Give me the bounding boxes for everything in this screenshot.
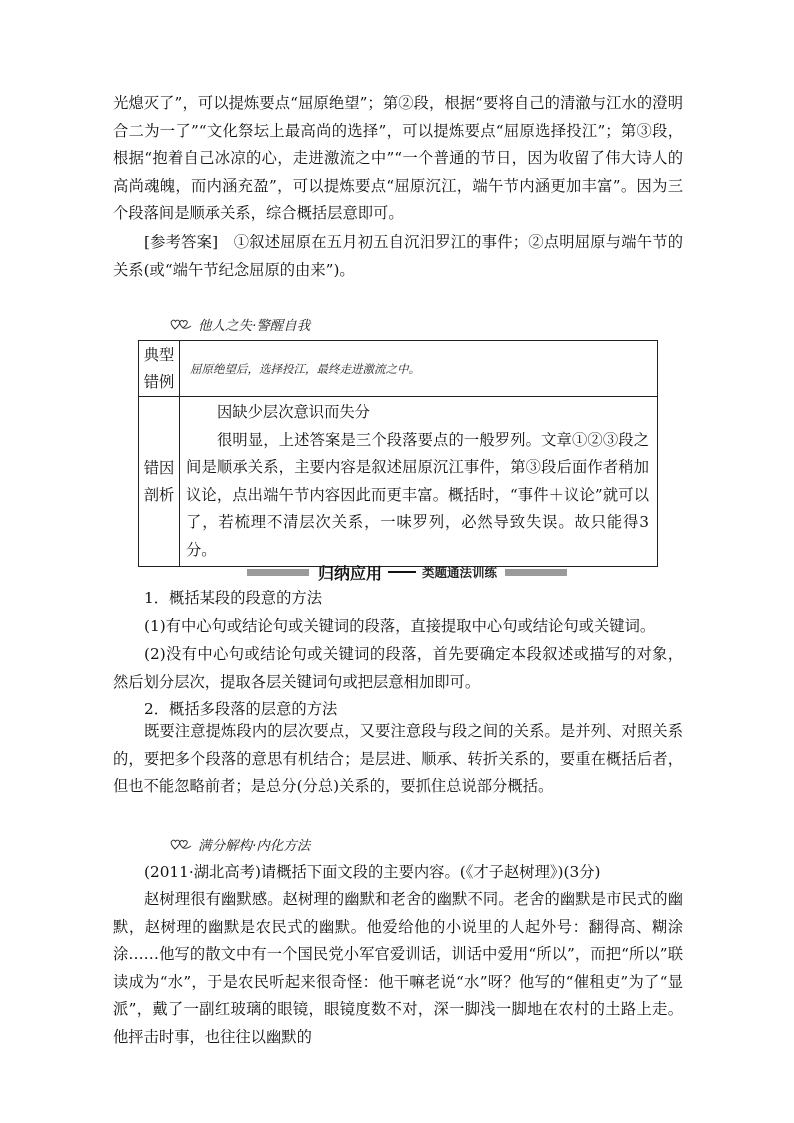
hearts-icon [170,317,192,331]
method-paragraph-1: (1)有中心句或结论句或关键词的段落，直接提取中心句或结论句或关键词。 [144,617,656,635]
typical-error-text: 屈原绝望后，选择投江，最终走进激流之中。 [180,341,658,397]
banner-bar-left [247,569,309,576]
method-paragraph-3: 既要注意提炼段内的层次要点，又要注意段与段之间的关系。是并列、对照关系的，要把多个段落的意思有机结合；是层进、顺承、转折关系的，要重在概括后者，但也不能忽略前者；是总分(分总)关系的，要抓住总说部分概括。 [113,722,683,796]
typical-error-label: 典型错例 [139,341,180,397]
banner-bar-right [505,569,567,576]
section-banner [247,561,573,583]
method-paragraph-2: (2)没有中心句或结论句或关键词的段落，首先要确定本段叙述或描写的对象，然后划分层次，提取各层关键词句或把层意相加即可。 [113,645,683,691]
method-heading-1: 1．概括某段的段意的方法 [144,589,322,607]
hearts-icon [170,837,192,851]
error-analysis-label: 错因剖析 [139,397,180,567]
banner-subtitle: 类题通法训练 [422,565,498,580]
error-analysis-title: 因缺少层次意识而失分 [217,403,370,421]
banner-title: 归纳应用 [318,563,383,583]
error-analysis-row [139,397,658,567]
typical-error-row [139,341,658,397]
error-analysis-text: 很明显，上述答案是三个段落要点的一般罗列。文章①②③段之间是顺承关系，主要内容是叙述屈原沉江事件，第③段后面作者稍加议论，点出端午节内容因此而更丰富。概括时，“事件＋议论”就可以了，若梳理不清层次关系，一味罗列，必然导致失误。故只能得3分。 [186,430,649,559]
passage-text: 赵树理很有幽默感。赵树理的幽默和老舍的幽默不同。老舍的幽默是市民式的幽默，赵树理的幽默是农民式的幽默。他爱给他的小说里的人起外号：翻得高、糊涂涂……他写的散文中有一个国民党小军官爱训话，训话中爱用“所以”，而把“所以”联读成为“水”，于是农民听起来很奇怪：他干嘛老说“水”呀？他写的“催租吏”为了“显派”，戴了一副红玻璃的眼镜，眼镜度数不对，深一脚浅一脚地在农村的土路上走。他抨击时事，也往往以幽默的 [113,890,683,1046]
section-heading-full-score [170,834,310,854]
analysis-paragraph: 光熄灭了”，可以提炼要点“屈原绝望”；第②段，根据“要将自己的清澈与江水的澄明合二为一了”“文化祭坛上最高尚的选择”，可以提炼要点“屈原选择投江”；第③段，根据“抱着自己冰凉的心，走进激流之中”“一个普通的节日，因为收留了伟大诗人的高尚魂魄，而内涵充盈”，可以提炼要点“屈原沉江，端午节内涵更加丰富”。因为三个段落间是顺承关系，综合概括层意即可。 [113,94,683,223]
section-heading-mistakes [170,314,310,334]
reference-answer: [参考答案] ①叙述屈原在五月初五自沉汨罗江的事件；②点明屈原与端午节的关系(或“端午节纪念屈原的由来”)。 [113,233,683,279]
error-analysis-cell [180,397,658,567]
error-analysis-table [138,340,658,567]
section-title: 他人之失·警醒自我 [198,318,311,334]
question-prompt: (2011·湖北高考)请概括下面文段的主要内容。(《才子赵树理》)(3分) [144,863,601,881]
banner-dash [388,571,416,573]
section-title: 满分解构·内化方法 [198,838,311,854]
method-heading-2: 2．概括多段落的层意的方法 [144,700,338,718]
